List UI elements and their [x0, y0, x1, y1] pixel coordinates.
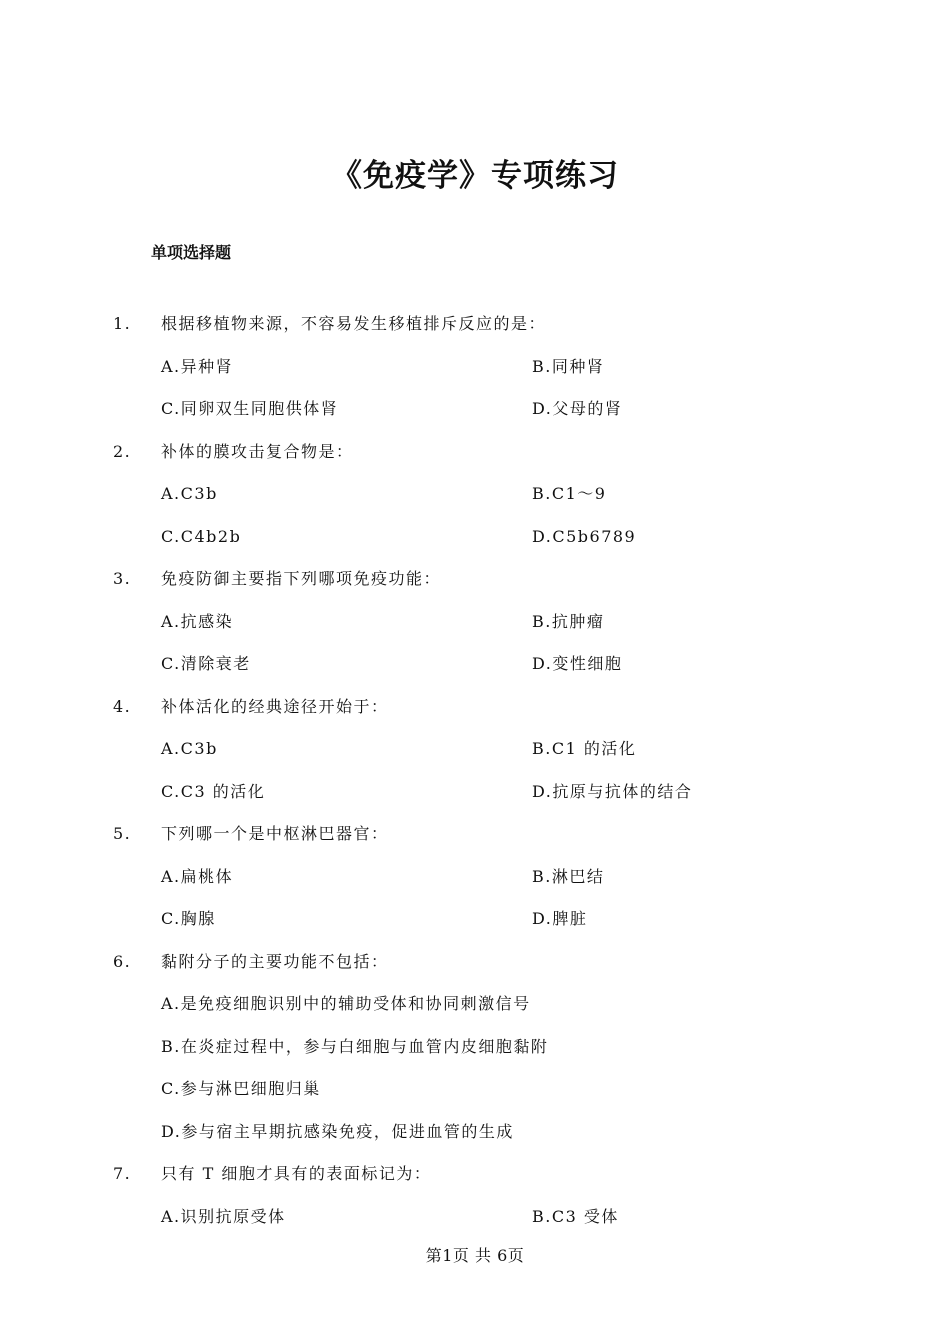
- question-stem-line: [0, 695, 950, 738]
- question-stem: 补体活化的经典途径开始于：: [161, 696, 389, 716]
- question-stem: 黏附分子的主要功能不包括：: [161, 951, 389, 971]
- question-stem: 补体的膜攻击复合物是：: [161, 441, 354, 461]
- option-row: [0, 992, 950, 1035]
- question-stem-line: [0, 440, 950, 483]
- answer-option: C.C3 的活化: [161, 781, 266, 801]
- answer-option: D.参与宿主早期抗感染免疫，促进血管的生成: [161, 1121, 514, 1141]
- answer-option: A.抗感染: [161, 611, 234, 631]
- option-row: [0, 1035, 950, 1078]
- question-stem: 免疫防御主要指下列哪项免疫功能：: [161, 569, 442, 588]
- question-item: [0, 567, 950, 695]
- question-number: 6.: [113, 951, 132, 971]
- answer-option: A.扁桃体: [161, 866, 234, 886]
- answer-option: C.胸腺: [161, 909, 216, 928]
- question-number: 2.: [113, 441, 132, 461]
- option-row: [0, 1205, 950, 1248]
- answer-option: B.同种肾: [532, 356, 605, 376]
- answer-option: C.同卵双生同胞供体肾: [161, 399, 339, 418]
- answer-option: D.父母的肾: [532, 399, 623, 418]
- question-number: 7.: [113, 1164, 132, 1183]
- answer-option: A.是免疫细胞识别中的辅助受体和协同刺激信号: [161, 994, 531, 1013]
- question-stem-line: [0, 822, 950, 865]
- answer-option: C.C4b2b: [161, 526, 242, 546]
- answer-option: A.异种肾: [161, 356, 234, 376]
- question-number: 5.: [113, 824, 132, 843]
- question-number: 3.: [113, 569, 132, 588]
- option-row: [0, 482, 950, 525]
- answer-option: B.C1 的活化: [532, 739, 637, 758]
- option-row: [0, 1120, 950, 1163]
- answer-option: D.C5b6789: [532, 526, 637, 546]
- question-stem-line: [0, 1162, 950, 1205]
- question-item: [0, 440, 950, 568]
- question-number: 1.: [113, 314, 132, 333]
- option-row: [0, 525, 950, 568]
- question-stem: 只有 T 细胞才具有的表面标记为：: [161, 1164, 432, 1183]
- answer-option: A.识别抗原受体: [161, 1206, 286, 1226]
- question-item: [0, 950, 950, 1163]
- question-stem-line: [0, 567, 950, 610]
- answer-option: B.淋巴结: [532, 866, 605, 886]
- section-heading: 单项选择题: [151, 243, 232, 262]
- option-row: [0, 865, 950, 908]
- answer-option: C.清除衰老: [161, 654, 251, 673]
- question-stem: 根据移植物来源，不容易发生移植排斥反应的是：: [161, 314, 547, 333]
- option-row: [0, 397, 950, 440]
- answer-option: A.C3b: [161, 739, 218, 758]
- option-row: [0, 355, 950, 398]
- question-stem-line: [0, 312, 950, 355]
- answer-option: D.脾脏: [532, 909, 588, 928]
- option-row: [0, 1077, 950, 1120]
- question-item: [0, 1162, 950, 1247]
- option-row: [0, 652, 950, 695]
- option-row: [0, 737, 950, 780]
- page-footer: 第1页 共 6页: [425, 1246, 525, 1265]
- answer-option: C.参与淋巴细胞归巢: [161, 1079, 321, 1098]
- answer-option: B.在炎症过程中，参与白细胞与血管内皮细胞黏附: [161, 1036, 549, 1056]
- question-list: [0, 312, 950, 1247]
- page-title: 《免疫学》专项练习: [331, 158, 619, 194]
- question-stem-line: [0, 950, 950, 993]
- question-number: 4.: [113, 696, 132, 716]
- question-item: [0, 695, 950, 823]
- question-item: [0, 822, 950, 950]
- option-row: [0, 780, 950, 823]
- answer-option: B.C3 受体: [532, 1206, 619, 1226]
- answer-option: B.C1～9: [532, 484, 607, 503]
- answer-option: B.抗肿瘤: [532, 611, 605, 631]
- answer-option: D.抗原与抗体的结合: [532, 781, 693, 801]
- question-stem: 下列哪一个是中枢淋巴器官：: [161, 824, 389, 843]
- answer-option: D.变性细胞: [532, 654, 623, 673]
- question-item: [0, 312, 950, 440]
- option-row: [0, 907, 950, 950]
- answer-option: A.C3b: [161, 484, 218, 503]
- option-row: [0, 610, 950, 653]
